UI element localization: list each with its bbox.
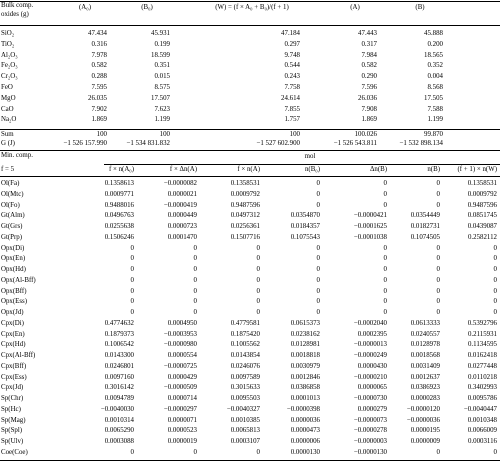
- mineral-value: 0: [493, 266, 497, 273]
- oxide-value: 0.352: [427, 62, 443, 70]
- mineral-value: 0.1506246: [104, 233, 134, 241]
- mineral-value: 0.3015633: [230, 384, 260, 392]
- mineral-value: 0: [256, 287, 260, 295]
- mineral-value: 0.0001013: [290, 395, 320, 402]
- oxide-value: 26.035: [88, 94, 107, 102]
- mineral-value: 0: [130, 298, 134, 306]
- mineral-value: 0.9487596: [230, 201, 260, 209]
- mineral-value: 0.0010314: [104, 416, 134, 424]
- mineral-value: 0.1075543: [290, 233, 320, 241]
- oxide-value: 26.036: [358, 94, 377, 102]
- mineral-value: 0: [316, 266, 320, 273]
- mineral-value: 0.3402993: [467, 384, 497, 392]
- mineral-value: 0.0000279: [357, 405, 387, 413]
- mineral-value: 0.0497312: [230, 212, 260, 220]
- mineral-value: 0.1358531: [467, 180, 497, 187]
- mineral-value: 0: [383, 190, 387, 198]
- col-header-a0: (A₀): [79, 4, 91, 11]
- mineral-value: 0: [316, 309, 320, 316]
- mineral-value: 0.1074505: [410, 233, 440, 241]
- mineral-value: 0.0000283: [410, 395, 440, 402]
- mineral-value: 0.1507716: [230, 233, 260, 241]
- oxide-value: 0.015: [154, 73, 170, 81]
- mineral-value: 0.0439087: [467, 223, 497, 230]
- sum-value: 99.870: [424, 131, 443, 138]
- mineral-value: 0.5392796: [467, 319, 497, 327]
- min-header-rule: [0, 176, 500, 177]
- mineral-value: 0.0143854: [230, 352, 260, 359]
- mineral-value: 0: [193, 266, 197, 273]
- mineral-value: 0: [316, 287, 320, 295]
- mineral-label: Cpx(Jd): [1, 384, 24, 392]
- mineral-value: 0: [256, 298, 260, 306]
- mineral-value: −0.0000013: [353, 341, 387, 349]
- mineral-value: 0.0000021: [167, 190, 197, 198]
- mineral-value: −0.0000730: [353, 395, 387, 402]
- mineral-value: 0.0031409: [410, 362, 440, 370]
- mineral-value: 0: [130, 244, 134, 252]
- mineral-value: −0.0002040: [353, 319, 387, 327]
- oxide-value: 0.290: [361, 73, 377, 81]
- oxide-value: 47.443: [358, 30, 377, 37]
- mineral-value: 0.2115931: [467, 330, 497, 338]
- mineral-value: −0.0000398: [286, 405, 320, 413]
- header-label-line1: Bulk comp.: [1, 2, 34, 9]
- mineral-value: 0.0851745: [467, 212, 497, 220]
- mineral-label: Cpx(Hd): [1, 341, 26, 349]
- oxide-value: 47.434: [88, 30, 107, 37]
- oxide-value: 7.758: [284, 84, 300, 91]
- mineral-value: 0.0000723: [167, 223, 197, 230]
- mineral-value: 0: [256, 244, 260, 252]
- mineral-value: 0.0000195: [410, 427, 440, 435]
- mineral-value: 0: [193, 309, 197, 316]
- mineral-value: 0.0012637: [410, 373, 440, 381]
- mineral-value: 0: [436, 287, 440, 295]
- mineral-value: 0: [383, 309, 387, 316]
- mineral-value: 0: [316, 276, 320, 284]
- oxide-value: 0.004: [427, 73, 443, 81]
- mineral-label: Ol(Fa): [1, 180, 20, 187]
- oxide-value: 7.595: [91, 84, 107, 91]
- mineral-value: 0.0009771: [104, 190, 134, 198]
- mineral-value: 0.0009792: [230, 190, 260, 198]
- mineral-value: 0.1005562: [230, 341, 260, 349]
- mineral-label: Ol(Mtc): [1, 190, 24, 198]
- mineral-value: 0.0143300: [104, 352, 134, 359]
- mineral-value: 0.0000036: [290, 416, 320, 424]
- mineral-value: 0.0000065: [357, 384, 387, 392]
- mineral-value: 0: [256, 448, 260, 456]
- mineral-value: 0.0010348: [467, 416, 497, 424]
- mineral-label: Opx(Hd): [1, 266, 26, 273]
- oxide-label: FeO: [1, 84, 13, 91]
- mineral-value: 0: [493, 276, 497, 284]
- oxide-value: 7.978: [91, 51, 107, 59]
- mineral-value: 0: [436, 448, 440, 456]
- oxide-value: 0.582: [361, 62, 377, 70]
- mineral-value: 0.0009792: [467, 190, 497, 198]
- mineral-value: 0: [130, 276, 134, 284]
- mineral-label: Gt(Prp): [1, 233, 23, 241]
- mineral-label: Sp(Ulv): [1, 438, 24, 445]
- min-col-header: n(B): [427, 166, 440, 173]
- mineral-value: 0.0004950: [167, 319, 197, 327]
- mineral-value: 0: [256, 276, 260, 284]
- mineral-value: 0.0277448: [467, 362, 497, 370]
- mineral-value: 0.0000071: [167, 416, 197, 424]
- mineral-value: 0: [193, 276, 197, 284]
- mineral-value: 0.0003088: [104, 438, 134, 445]
- oxide-value: 7.588: [427, 105, 443, 113]
- min-comp-label: Min. comp.: [1, 152, 33, 159]
- mineral-value: 0.0095503: [230, 395, 260, 402]
- oxide-value: 7.623: [154, 105, 170, 113]
- oxide-value: 8.568: [427, 84, 443, 91]
- mineral-label: Sp(Mag): [1, 416, 26, 424]
- oxide-value: 18.565: [424, 51, 443, 59]
- mineral-value: 0.0065813: [230, 427, 260, 435]
- mineral-value: 0.0000473: [290, 427, 320, 435]
- mineral-value: 0.4779581: [230, 319, 260, 327]
- min-col-header: n(B₀): [304, 166, 320, 173]
- sum-label: Sum: [1, 131, 14, 138]
- oxide-value: 9.748: [284, 51, 300, 59]
- mol-label: mol: [304, 153, 316, 160]
- mol-rule: [104, 164, 500, 165]
- oxide-value: 0.351: [154, 62, 170, 70]
- mineral-value: −0.0000003: [353, 438, 387, 445]
- mineral-value: 0: [493, 448, 497, 456]
- oxide-value: 0.297: [284, 40, 300, 48]
- oxide-value: 1.869: [361, 116, 377, 124]
- oxide-value: 18.599: [151, 51, 170, 59]
- mineral-value: 0: [436, 298, 440, 306]
- oxide-value: 17.505: [424, 94, 443, 102]
- oxide-label: MgO: [1, 94, 16, 102]
- mineral-value: −0.0001625: [353, 223, 387, 230]
- g-value: −1 527 602.900: [256, 140, 300, 147]
- mineral-value: 0.0001470: [167, 233, 197, 241]
- mineral-label: Cpx(En): [1, 330, 25, 338]
- oxide-label: SiO₂: [1, 30, 15, 37]
- min-col-header: Δn(B): [369, 166, 387, 173]
- oxide-value: 1.199: [427, 116, 443, 124]
- mineral-value: 0: [436, 255, 440, 263]
- section-rule: [0, 150, 500, 151]
- mineral-value: −0.0000130: [353, 448, 387, 456]
- min-col-header: (f + 1) × n(W): [457, 166, 497, 173]
- mineral-value: 0.0184357: [290, 223, 320, 230]
- oxide-value: 7.596: [361, 84, 377, 91]
- mineral-value: 0: [436, 309, 440, 316]
- mineral-label: Sp(Hc): [1, 405, 21, 413]
- g-value: −1 526 543.811: [333, 140, 377, 147]
- mineral-value: −0.0000278: [353, 427, 387, 435]
- mineral-value: 0: [383, 298, 387, 306]
- col-header-a: (A): [350, 4, 360, 11]
- oxide-value: 0.544: [284, 62, 300, 70]
- mineral-value: 0: [130, 309, 134, 316]
- mineral-value: −0.0000036: [406, 416, 440, 424]
- mineral-value: 0.0003116: [467, 438, 497, 445]
- oxide-value: 0.199: [154, 40, 170, 48]
- min-col-header: f × n(A₀): [108, 166, 134, 173]
- mineral-value: 0: [316, 298, 320, 306]
- mineral-value: 0.0018568: [410, 352, 440, 359]
- sum-value: 100: [289, 131, 300, 138]
- mineral-value: −0.0000509: [163, 384, 197, 392]
- mineral-value: 0.0110218: [467, 373, 497, 381]
- mineral-label: Opx(Ess): [1, 298, 28, 306]
- mineral-value: 0: [436, 190, 440, 198]
- mineral-value: 0.0256361: [230, 223, 260, 230]
- mineral-value: 0: [130, 448, 134, 456]
- sum-value: 100: [159, 131, 170, 138]
- mineral-value: −0.0000210: [353, 373, 387, 381]
- col-header-b: (B): [415, 4, 425, 11]
- g-value: −1 534 831.832: [126, 140, 170, 147]
- mineral-label: Ol(Fo): [1, 201, 20, 209]
- mineral-value: 0.0246801: [104, 362, 134, 370]
- oxide-value: 47.184: [281, 30, 300, 37]
- mineral-value: −0.0000073: [353, 416, 387, 424]
- oxide-label: Cr₂O₃: [1, 73, 18, 81]
- mineral-value: −0.0000082: [163, 180, 197, 187]
- mineral-value: 0.1358531: [230, 180, 260, 187]
- mineral-value: 0.1134595: [467, 341, 497, 349]
- oxide-label: CaO: [1, 105, 14, 113]
- mineral-value: 0: [130, 287, 134, 295]
- mineral-value: 0.0066009: [467, 427, 497, 435]
- mineral-label: Opx(Al-Bff): [1, 276, 36, 284]
- oxide-label: TiO₂: [1, 40, 15, 48]
- g-label: G (J): [1, 140, 15, 147]
- mineral-value: 0.0018818: [290, 352, 320, 359]
- mineral-value: 0: [436, 201, 440, 209]
- mineral-value: 0: [256, 266, 260, 273]
- header-rule: [0, 25, 500, 26]
- mineral-value: 0.3016142: [104, 384, 134, 392]
- mineral-value: 0.0162418: [467, 352, 497, 359]
- mineral-value: 0: [193, 255, 197, 263]
- mineral-value: −0.0000249: [353, 352, 387, 359]
- mineral-value: 0.0000019: [167, 438, 197, 445]
- mineral-value: 0: [316, 190, 320, 198]
- mineral-value: 0: [493, 309, 497, 316]
- mineral-value: −0.0000120: [406, 405, 440, 413]
- mineral-value: 0.0240557: [410, 330, 440, 338]
- g-value: −1 526 157.990: [63, 140, 107, 147]
- mineral-value: −0.0000421: [353, 212, 387, 220]
- mineral-value: −0.0001038: [353, 233, 387, 241]
- mineral-value: 0: [383, 266, 387, 273]
- f-label: f = 5: [1, 166, 15, 173]
- oxide-value: 7.984: [361, 51, 377, 59]
- mineral-value: 0.0002395: [357, 330, 387, 338]
- mineral-value: 0.0000006: [290, 438, 320, 445]
- mineral-value: 0.0615373: [290, 319, 320, 327]
- col-header-b0: (B₀): [141, 4, 153, 11]
- mineral-value: 0: [436, 276, 440, 284]
- oxide-value: 0.316: [91, 40, 107, 48]
- mineral-value: 0.0000714: [167, 395, 197, 402]
- mineral-value: −0.0040447: [463, 405, 497, 413]
- mineral-value: 0: [383, 201, 387, 209]
- mineral-value: 0.1879373: [104, 330, 134, 338]
- mineral-value: 0.0128981: [290, 341, 320, 349]
- top-rule: [0, 1, 500, 2]
- mineral-value: 0.0003107: [230, 438, 260, 445]
- mineral-label: Cpx(Al-Bff): [1, 352, 36, 359]
- oxide-value: 7.908: [361, 105, 377, 113]
- mineral-value: 0.0238162: [290, 330, 320, 338]
- mineral-value: 0.1875420: [230, 330, 260, 338]
- mineral-value: 0: [316, 201, 320, 209]
- oxide-label: Fe₂O₃: [1, 62, 18, 70]
- oxide-label: Na₂O: [1, 116, 17, 124]
- mineral-value: 0.0097160: [104, 373, 134, 381]
- oxide-value: 7.902: [91, 105, 107, 113]
- mineral-value: 0: [193, 244, 197, 252]
- oxide-label: Al₂O₃: [1, 51, 18, 59]
- mineral-value: 0.0000523: [167, 427, 197, 435]
- mineral-value: 0.0182731: [410, 223, 440, 230]
- mineral-value: 0.0010385: [230, 416, 260, 424]
- header-label-line2: oxides (g): [1, 11, 29, 18]
- mineral-value: 0: [436, 180, 440, 187]
- sum-value: 100.026: [354, 131, 377, 138]
- oxide-value: 1.869: [91, 116, 107, 124]
- mineral-value: −0.0000297: [163, 405, 197, 413]
- mineral-value: 0.0386923: [410, 384, 440, 392]
- mineral-value: 0: [130, 255, 134, 263]
- oxide-value: 0.200: [427, 40, 443, 48]
- mineral-value: 0.0000554: [167, 352, 197, 359]
- oxide-value: 0.582: [91, 62, 107, 70]
- mineral-label: Cpx(Bff): [1, 362, 27, 370]
- mineral-value: 0: [316, 255, 320, 263]
- mineral-label: Gt(Grs): [1, 223, 23, 230]
- mineral-value: 0: [193, 448, 197, 456]
- mineral-value: 0: [436, 266, 440, 273]
- mineral-value: 0.0097589: [230, 373, 260, 381]
- mineral-value: 0.0095786: [467, 395, 497, 402]
- mineral-label: Sp(Spl): [1, 427, 23, 435]
- mineral-value: 0.1006542: [104, 341, 134, 349]
- mineral-value: 0: [383, 180, 387, 187]
- oxide-value: 45.931: [151, 30, 170, 37]
- oxide-value: 0.243: [284, 73, 300, 81]
- mineral-value: 0.0065290: [104, 427, 134, 435]
- mineral-label: Opx(Jd): [1, 309, 24, 316]
- mineral-label: Opx(Bff): [1, 287, 27, 295]
- mineral-value: 0.1358613: [104, 180, 134, 187]
- mineral-label: Sp(Chr): [1, 395, 24, 402]
- mineral-label: Opx(En): [1, 255, 26, 263]
- oxide-value: 24.614: [281, 94, 300, 102]
- sum-value: 100: [96, 131, 107, 138]
- mineral-value: 0: [383, 244, 387, 252]
- mineral-value: 0: [436, 244, 440, 252]
- mineral-value: −0.0003953: [163, 330, 197, 338]
- mineral-value: 0: [383, 287, 387, 295]
- mineral-value: 0.9487596: [467, 201, 497, 209]
- oxide-value: 0.317: [361, 40, 377, 48]
- mineral-value: 0: [493, 287, 497, 295]
- mineral-value: 0.0000449: [167, 212, 197, 220]
- mineral-value: 0: [493, 244, 497, 252]
- mineral-value: 0.0246076: [230, 362, 260, 370]
- mineral-value: 0.9488016: [104, 201, 134, 209]
- oxide-value: 17.507: [151, 94, 170, 102]
- mineral-value: 0.0386858: [290, 384, 320, 392]
- mineral-label: Cpx(Ess): [1, 373, 27, 381]
- mineral-value: 0: [130, 266, 134, 273]
- mineral-value: 0: [256, 309, 260, 316]
- oxide-value: 8.575: [154, 84, 170, 91]
- mineral-value: 0.0255638: [104, 223, 134, 230]
- oxide-value: 45.888: [424, 30, 443, 37]
- mineral-value: 0: [256, 255, 260, 263]
- mineral-label: Gt(Alm): [1, 212, 25, 220]
- mineral-value: 0.2582112: [467, 233, 497, 241]
- mineral-value: 0: [383, 276, 387, 284]
- mineral-value: 0.0000429: [167, 373, 197, 381]
- mineral-value: 0.0094789: [104, 395, 134, 402]
- mineral-value: 0.0012846: [290, 373, 320, 381]
- mineral-value: −0.0040030: [100, 405, 134, 413]
- mineral-value: 0.0496763: [104, 212, 134, 220]
- oxide-value: 7.855: [284, 105, 300, 113]
- min-col-header: f × n(A): [237, 166, 260, 173]
- oxide-value: 0.288: [91, 73, 107, 81]
- mineral-value: −0.0000980: [163, 341, 197, 349]
- mineral-value: −0.0000419: [163, 201, 197, 209]
- mineral-value: 0: [383, 255, 387, 263]
- mineral-value: −0.0000725: [163, 362, 197, 370]
- mineral-value: 0: [316, 244, 320, 252]
- mineral-value: 0.0000130: [290, 448, 320, 456]
- mineral-value: 0.0354449: [410, 212, 440, 220]
- sum-rule: [0, 129, 500, 130]
- mineral-value: −0.0040327: [226, 405, 260, 413]
- mineral-value: 0.0128978: [410, 341, 440, 349]
- mineral-value: 0: [493, 255, 497, 263]
- mineral-value: 0.0000009: [410, 438, 440, 445]
- g-value: −1 532 898.134: [399, 140, 443, 147]
- mineral-value: 0.0354870: [290, 212, 320, 220]
- mineral-label: Cpx(Di): [1, 319, 24, 327]
- mineral-value: 0: [193, 298, 197, 306]
- mineral-label: Coe(Coe): [1, 448, 28, 456]
- mineral-label: Opx(Di): [1, 244, 25, 252]
- oxide-value: 1.757: [284, 116, 300, 124]
- mineral-value: 0.4774632: [104, 319, 134, 327]
- mineral-value: 0: [493, 298, 497, 306]
- col-header-w: (W) = (f × A₀ + B₀)/(f + 1): [215, 4, 289, 11]
- mineral-value: 0: [193, 287, 197, 295]
- min-col-header: f × Δn(A): [169, 166, 197, 173]
- mineral-value: 0: [316, 180, 320, 187]
- mineral-value: 0.0030979: [290, 362, 320, 370]
- mineral-value: 0.0613333: [410, 319, 440, 327]
- mineral-value: 0.0000430: [357, 362, 387, 370]
- oxide-value: 1.199: [154, 116, 170, 124]
